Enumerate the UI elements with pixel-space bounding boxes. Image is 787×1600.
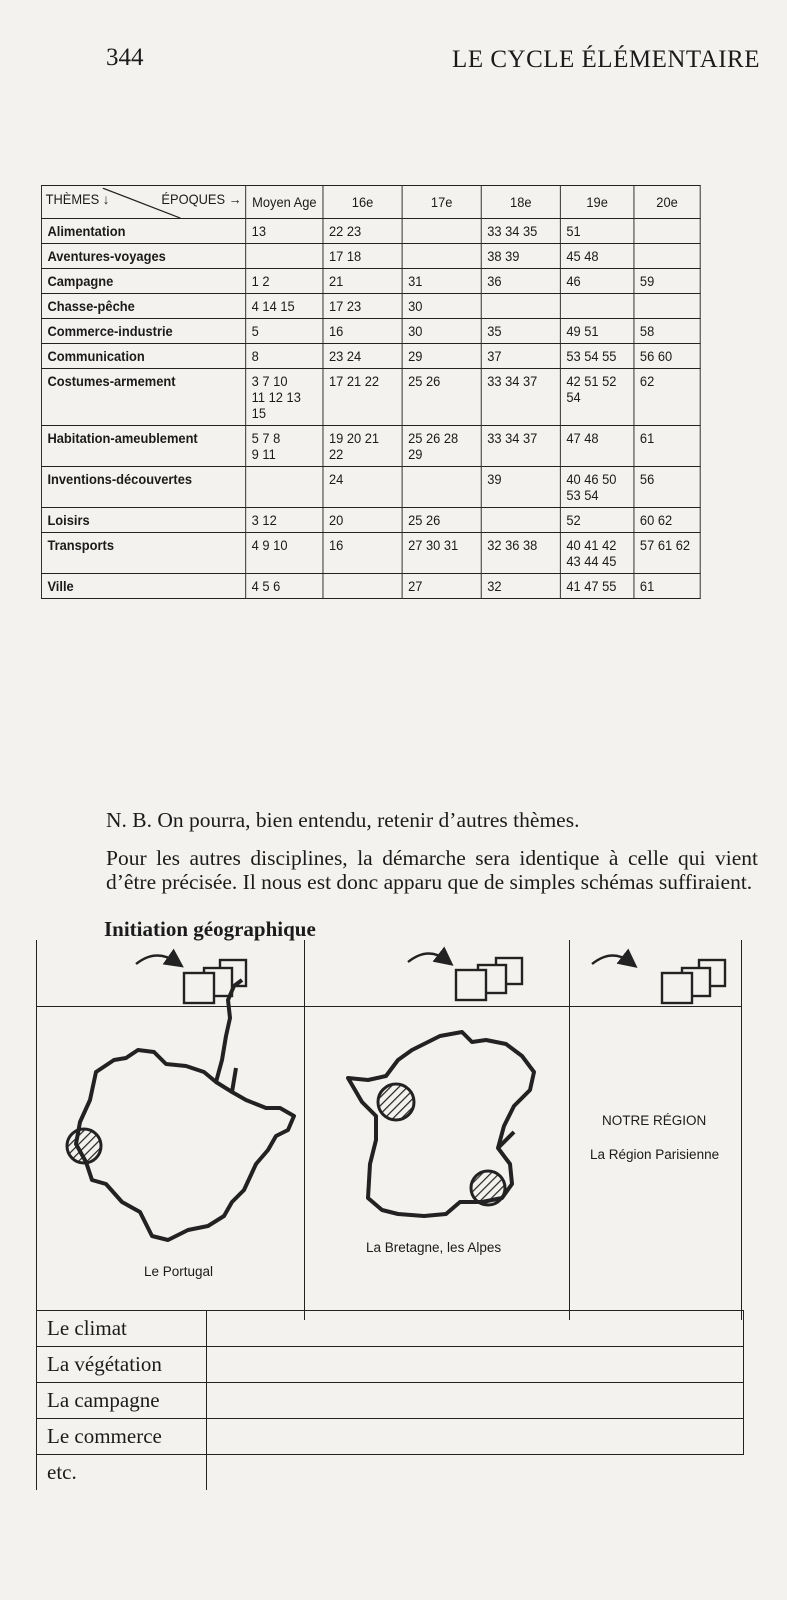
table-cell: 4 14 15 <box>246 294 323 319</box>
table-cell: 30 <box>402 294 481 319</box>
table-cell: 36 <box>481 269 560 294</box>
table-cell: 19 20 21 22 <box>323 426 402 467</box>
table-cell: 37 <box>481 344 560 369</box>
topic-blank-cell <box>207 1383 744 1419</box>
table-row <box>41 508 700 533</box>
paragraph: Pour les autres disciplines, la démarche sera identique à celle qui vient d’être précisée. Il nous est donc apparu que de simples schémas suffiraient. <box>106 846 758 894</box>
topic-label: La végétation <box>37 1347 207 1383</box>
map-label-region-name: La Région Parisienne <box>590 1147 720 1162</box>
table-header-row <box>41 186 700 219</box>
table-cell: 33 34 37 <box>481 369 560 426</box>
table-row <box>41 533 700 574</box>
table-cell: 49 51 <box>560 319 634 344</box>
table-cell: 40 46 50 53 54 <box>560 467 634 508</box>
table-cell: 33 34 37 <box>481 426 560 467</box>
portugal-map <box>76 980 294 1240</box>
table-cell: 5 <box>246 319 323 344</box>
map-label-portugal: Le Portugal <box>144 1264 214 1279</box>
topic-label: Le climat <box>37 1311 207 1347</box>
table-cell <box>246 244 323 269</box>
table-cell: 32 <box>481 574 560 599</box>
topic-row <box>37 1383 744 1419</box>
alpes-highlight-circle <box>471 1171 505 1205</box>
column-header: Moyen Age <box>246 186 323 219</box>
table-cell: 20 <box>323 508 402 533</box>
table-cell: 60 62 <box>634 508 700 533</box>
column-header: 16e <box>323 186 402 219</box>
table-row <box>41 294 700 319</box>
table-cell <box>560 294 634 319</box>
table-cell: 51 <box>560 219 634 244</box>
topic-blank-cell <box>207 1311 744 1347</box>
table-cell: 56 <box>634 467 700 508</box>
map-label-france: La Bretagne, les Alpes <box>366 1240 502 1255</box>
theme-label: Chasse-pêche <box>41 294 245 319</box>
corner-epoques-label: ÉPOQUES → <box>161 191 242 207</box>
corner-themes-label: THÈMES ↓ <box>45 191 110 207</box>
theme-label: Commerce-industrie <box>41 319 245 344</box>
theme-label: Campagne <box>41 269 245 294</box>
topic-blank-cell <box>207 1455 744 1491</box>
table-cell: 16 <box>323 533 402 574</box>
theme-label: Inventions-découvertes <box>41 467 245 508</box>
theme-label: Aventures-voyages <box>41 244 245 269</box>
page-number: 344 <box>106 44 144 71</box>
topic-row <box>37 1455 744 1491</box>
table-cell: 45 48 <box>560 244 634 269</box>
table-row <box>41 219 700 244</box>
geography-diagram <box>36 940 742 1320</box>
table-cell: 13 <box>246 219 323 244</box>
table-cell: 46 <box>560 269 634 294</box>
table-cell: 3 12 <box>246 508 323 533</box>
topics-table <box>36 1310 744 1490</box>
table-cell: 38 39 <box>481 244 560 269</box>
map-label-region: NOTRE RÉGION <box>602 1113 707 1128</box>
table-cell: 4 5 6 <box>246 574 323 599</box>
table-cell: 41 47 55 <box>560 574 634 599</box>
table-cell <box>481 294 560 319</box>
table-cell: 22 23 <box>323 219 402 244</box>
table-cell <box>402 467 481 508</box>
table-cell: 5 7 8 9 11 <box>246 426 323 467</box>
table-cell: 57 61 62 <box>634 533 700 574</box>
table-cell: 17 23 <box>323 294 402 319</box>
topic-blank-cell <box>207 1419 744 1455</box>
table-row <box>41 467 700 508</box>
theme-label: Communication <box>41 344 245 369</box>
table-row <box>41 269 700 294</box>
table-cell: 30 <box>402 319 481 344</box>
table-corner-cell <box>41 186 245 219</box>
topic-blank-cell <box>207 1347 744 1383</box>
table-cell: 58 <box>634 319 700 344</box>
running-title: LE CYCLE ÉLÉMENTAIRE <box>452 46 760 73</box>
table-cell: 61 <box>634 426 700 467</box>
theme-label: Transports <box>41 533 245 574</box>
table-cell: 52 <box>560 508 634 533</box>
table-cell: 21 <box>323 269 402 294</box>
table-cell <box>402 244 481 269</box>
theme-label: Costumes-armement <box>41 369 245 426</box>
table-cell <box>634 244 700 269</box>
table-row <box>41 244 700 269</box>
theme-label: Loisirs <box>41 508 245 533</box>
table-cell: 23 24 <box>323 344 402 369</box>
table-cell: 32 36 38 <box>481 533 560 574</box>
table-cell <box>402 219 481 244</box>
topic-label: La campagne <box>37 1383 207 1419</box>
table-cell: 42 51 52 54 <box>560 369 634 426</box>
bretagne-highlight-circle <box>378 1084 414 1120</box>
table-row <box>41 369 700 426</box>
table-cell: 39 <box>481 467 560 508</box>
documents-icon <box>408 953 522 1000</box>
table-cell: 27 <box>402 574 481 599</box>
topic-label: etc. <box>37 1455 207 1491</box>
table-cell <box>323 574 402 599</box>
themes-table <box>41 185 701 599</box>
table-cell: 8 <box>246 344 323 369</box>
table-cell: 27 30 31 <box>402 533 481 574</box>
table-row <box>41 344 700 369</box>
table-cell: 24 <box>323 467 402 508</box>
table-cell: 33 34 35 <box>481 219 560 244</box>
table-cell: 3 7 10 11 12 13 15 <box>246 369 323 426</box>
table-cell: 25 26 <box>402 508 481 533</box>
table-row <box>41 426 700 467</box>
table-cell: 62 <box>634 369 700 426</box>
column-header: 18e <box>481 186 560 219</box>
table-row <box>41 574 700 599</box>
column-header: 17e <box>402 186 481 219</box>
theme-label: Ville <box>41 574 245 599</box>
table-cell: 40 41 42 43 44 45 <box>560 533 634 574</box>
table-cell: 25 26 28 29 <box>402 426 481 467</box>
table-cell <box>481 508 560 533</box>
topic-label: Le commerce <box>37 1419 207 1455</box>
theme-label: Alimentation <box>41 219 245 244</box>
portugal-highlight-circle <box>67 1129 101 1163</box>
topic-row <box>37 1347 744 1383</box>
table-cell: 59 <box>634 269 700 294</box>
table-cell: 47 48 <box>560 426 634 467</box>
theme-label: Habitation-ameublement <box>41 426 245 467</box>
table-cell: 4 9 10 <box>246 533 323 574</box>
table-cell: 53 54 55 <box>560 344 634 369</box>
table-cell: 29 <box>402 344 481 369</box>
table-cell: 35 <box>481 319 560 344</box>
column-header: 20e <box>634 186 700 219</box>
table-cell: 56 60 <box>634 344 700 369</box>
table-cell: 16 <box>323 319 402 344</box>
table-cell <box>634 219 700 244</box>
topic-row <box>37 1311 744 1347</box>
table-cell: 17 21 22 <box>323 369 402 426</box>
column-header: 19e <box>560 186 634 219</box>
table-cell <box>634 294 700 319</box>
table-cell <box>246 467 323 508</box>
table-cell: 61 <box>634 574 700 599</box>
table-cell: 31 <box>402 269 481 294</box>
table-row <box>41 319 700 344</box>
documents-icon <box>592 955 725 1003</box>
table-cell: 17 18 <box>323 244 402 269</box>
nb-note: N. B. On pourra, bien entendu, retenir d’autres thèmes. <box>106 808 580 832</box>
table-cell: 25 26 <box>402 369 481 426</box>
table-cell: 1 2 <box>246 269 323 294</box>
topic-row <box>37 1419 744 1455</box>
section-title: Initiation géographique <box>104 917 316 941</box>
